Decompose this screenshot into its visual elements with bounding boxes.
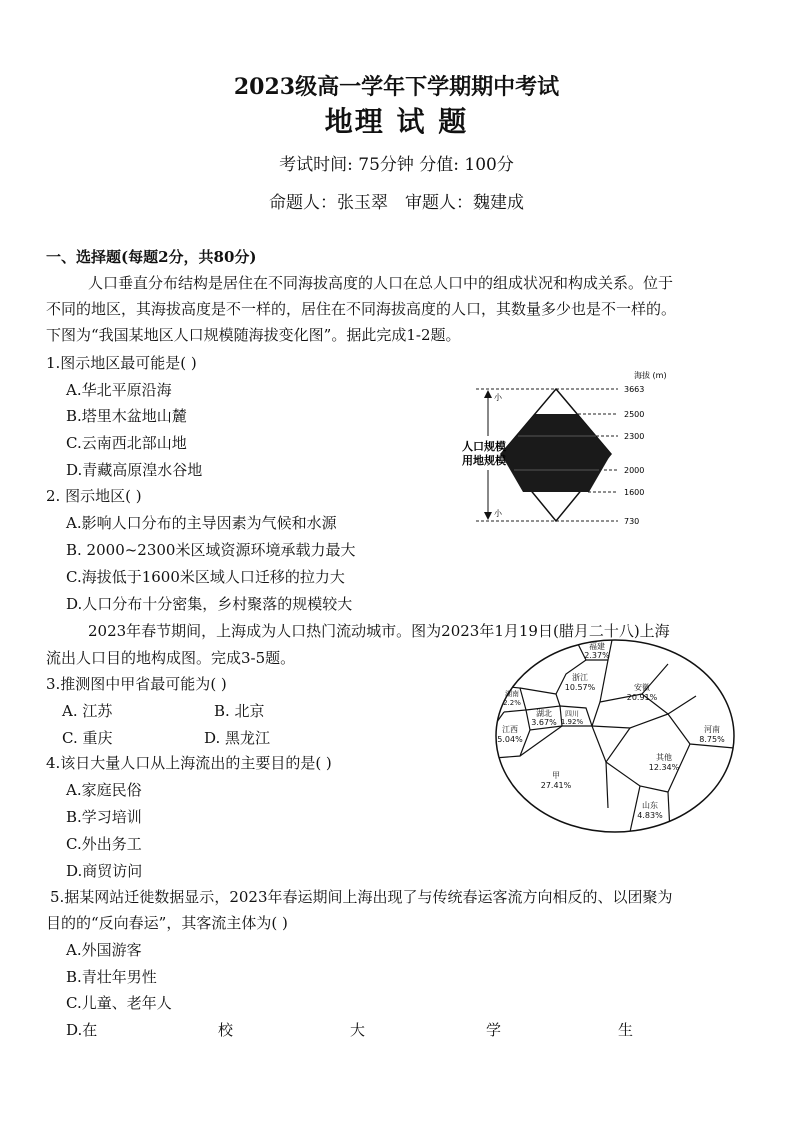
slice-pct: 2.37% xyxy=(584,651,610,660)
q1-stem: 1.图示地区最可能是( ) xyxy=(46,354,197,372)
q1-option-a[interactable]: A.华北平原沿海 xyxy=(66,381,172,399)
q3-option-b[interactable]: B. 北京 xyxy=(214,702,265,720)
slice-pct: 12.34% xyxy=(648,763,680,772)
q5-stem-line-2: 目的的“反向春运”，其客流主体为( ) xyxy=(46,914,288,932)
q4-stem: 4.该日大量人口从上海流出的主要目的是( ) xyxy=(46,754,332,772)
subject-title: 地理 试 题 xyxy=(324,105,469,138)
slice-pct: 2.2% xyxy=(503,699,521,707)
tick-2500: 2500 xyxy=(624,410,645,419)
q4-option-a[interactable]: A.家庭民俗 xyxy=(66,781,142,799)
slice-pct: 4.83% xyxy=(637,811,663,820)
intro-line-1: 人口垂直分布结构是居住在不同海拔高度的人口在总人口中的组成状况和构成关系。位于 xyxy=(88,274,674,292)
q5-option-d[interactable]: D.在 xyxy=(66,1021,98,1039)
q5-option-a[interactable]: A.外国游客 xyxy=(66,941,142,959)
q1-option-d[interactable]: D.青藏高原湟水谷地 xyxy=(66,461,203,479)
slice-name: 安徽 xyxy=(634,683,650,692)
q2-option-c[interactable]: C.海拔低于1600米区域人口迁移的拉力大 xyxy=(66,568,345,586)
q5-stem-line-1: 5.据某网站迁徙数据显示，2023年春运期间上海出现了与传统春运客流方向相反的、以团聚为 xyxy=(50,888,673,906)
outflow-destination-figure xyxy=(490,636,740,836)
slice-pct: 3.67% xyxy=(531,718,557,727)
q3-option-d[interactable]: D. 黑龙江 xyxy=(204,729,271,747)
q5-option-d-char: 校 xyxy=(218,1021,234,1039)
slice-pct: 10.57% xyxy=(564,683,596,692)
q5-option-d-char: 大 xyxy=(350,1021,366,1039)
slice-pct: 20.91% xyxy=(626,693,658,702)
slice-name: 福建 xyxy=(589,642,605,651)
q4-option-d[interactable]: D.商贸访问 xyxy=(66,862,143,880)
q3-stem: 3.推测图中甲省最可能为( ) xyxy=(46,675,227,693)
slice-pct: 27.41% xyxy=(540,781,572,790)
q2-option-b[interactable]: B. 2000~2300米区域资源环境承载力最大 xyxy=(66,541,356,559)
intro2-line-1: 2023年春节期间，上海成为人口热门流动城市。图为2023年1月19日(腊月二十八)上海 xyxy=(88,622,670,640)
population-band xyxy=(501,414,611,492)
q4-option-b[interactable]: B.学习培训 xyxy=(66,808,142,826)
slice-pct: 1.92% xyxy=(560,718,584,726)
slice-name: 江西 xyxy=(502,725,518,734)
small-label-bottom: 小 xyxy=(494,509,502,518)
exam-authors: 命题人：张玉翠 审题人：魏建成 xyxy=(269,193,524,213)
tick-2300: 2300 xyxy=(624,432,645,441)
intro-line-3: 下图为“我国某地区人口规模随海拔变化图”。据此完成1-2题。 xyxy=(46,326,461,344)
q5-option-d-char: 学 xyxy=(486,1021,502,1039)
side-label-land: 用地规模 xyxy=(462,454,506,467)
q2-stem: 2. 图示地区( ) xyxy=(46,487,142,505)
altitude-population-figure xyxy=(458,366,688,530)
slice-name: 甲 xyxy=(552,771,560,780)
slice-pct: 8.75% xyxy=(699,735,725,744)
tick-3663: 3663 xyxy=(624,385,645,394)
exam-title: 2023级高一学年下学期期中考试 xyxy=(233,74,560,100)
intro-line-2: 不同的地区，其海拔高度是不一样的，居住在不同海拔高度的人口，其数量多少也是不一样的。 xyxy=(46,300,677,318)
q4-option-c[interactable]: C.外出务工 xyxy=(66,835,142,853)
slice-name: 其他 xyxy=(656,753,672,762)
q5-option-b[interactable]: B.青壮年男性 xyxy=(66,968,157,986)
down-arrow-icon xyxy=(484,512,492,520)
q1-option-c[interactable]: C.云南西北部山地 xyxy=(66,434,187,452)
slice-name: 山东 xyxy=(642,801,658,810)
small-label-top: 小 xyxy=(494,393,502,402)
up-arrow-icon xyxy=(484,390,492,398)
axis-label: 海拔 (m) xyxy=(634,371,667,380)
tick-2000: 2000 xyxy=(624,466,645,475)
q3-option-c[interactable]: C. 重庆 xyxy=(62,729,113,747)
slice-name: 湖北 xyxy=(536,709,552,718)
exam-time-score: 考试时间: 75分钟 分值: 100分 xyxy=(279,155,514,175)
slice-name: 河南 xyxy=(704,725,720,734)
q2-option-a[interactable]: A.影响人口分布的主导因素为气候和水源 xyxy=(66,514,337,532)
slice-name: 四川 xyxy=(565,710,579,718)
q3-option-a[interactable]: A. 江苏 xyxy=(62,702,113,720)
intro2-line-2: 流出人口目的地构成图。完成3-5题。 xyxy=(46,649,296,667)
section-heading: 一、选择题(每题2分，共80分) xyxy=(46,248,257,266)
q2-option-d[interactable]: D.人口分布十分密集，乡村聚落的规模较大 xyxy=(66,595,353,613)
tick-730: 730 xyxy=(624,517,640,526)
q1-option-b[interactable]: B.塔里木盆地山麓 xyxy=(66,407,187,425)
side-label-population: 人口规模 xyxy=(462,440,506,453)
slice-name: 湖南 xyxy=(505,690,519,698)
slice-name: 浙江 xyxy=(572,673,588,682)
q5-option-c[interactable]: C.儿童、老年人 xyxy=(66,994,172,1012)
slice-pct: 5.04% xyxy=(497,735,523,744)
tick-1600: 1600 xyxy=(624,488,645,497)
q5-option-d-char: 生 xyxy=(618,1021,634,1039)
